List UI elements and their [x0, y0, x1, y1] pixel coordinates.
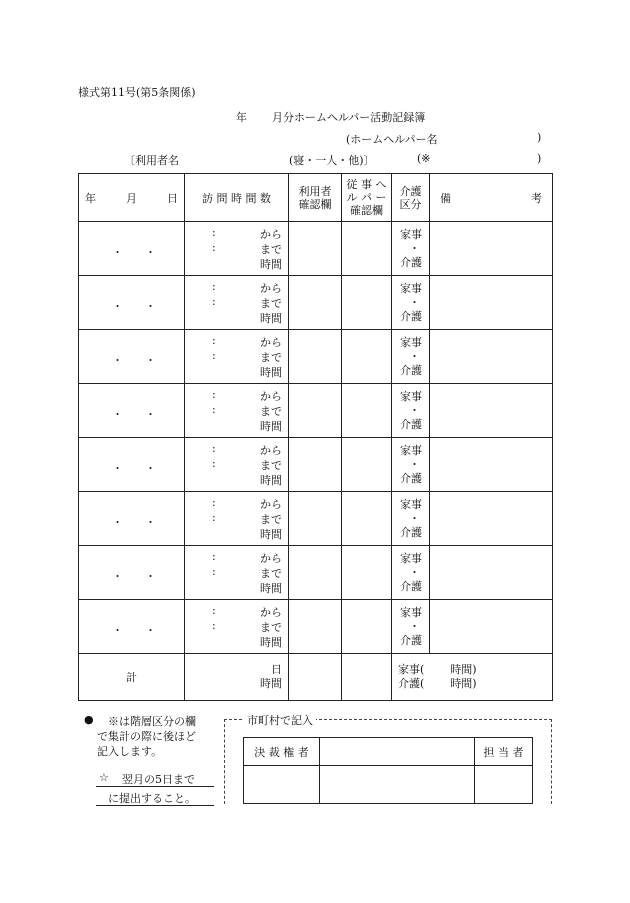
date-dot-1: ・ [112, 300, 123, 313]
time-colon-from: : [212, 226, 216, 239]
remarks-cell[interactable] [430, 222, 553, 276]
bullet-icon: ● [84, 713, 94, 726]
note-1-line-2: で集計の際に後ほど [97, 730, 196, 743]
time-colon-until: : [212, 349, 216, 362]
note-field-close: ) [537, 152, 542, 165]
helper-confirm-cell[interactable] [342, 438, 392, 492]
time-from-label: から [260, 444, 282, 457]
table-row [79, 546, 553, 600]
header-visit-time: 訪 問 時 間 数 [185, 174, 289, 222]
helper-confirm-cell[interactable] [342, 600, 392, 654]
care-type-cell[interactable] [392, 438, 430, 492]
time-colon-until: : [212, 511, 216, 524]
helper-confirm-cell[interactable] [342, 546, 392, 600]
care-type-housework: 家事 [400, 281, 422, 295]
note-2-line-2: に提出すること。 [108, 792, 196, 805]
header-care-type-line1: 介護 [399, 184, 422, 198]
care-type-care: 介護 [400, 471, 422, 485]
time-from-label: から [260, 552, 282, 565]
care-type-care: 介護 [400, 633, 422, 647]
time-colon-until: : [212, 241, 216, 254]
header-remarks-2: 考 [531, 191, 542, 205]
remarks-cell[interactable] [430, 600, 553, 654]
date-dot-1: ・ [112, 354, 123, 367]
date-dot-2: ・ [145, 516, 156, 529]
table-row [79, 222, 553, 276]
care-type-dot: ・ [409, 511, 420, 525]
user-confirm-cell[interactable] [289, 384, 342, 438]
total-care-summary [392, 654, 553, 701]
header-remarks [430, 174, 553, 222]
user-confirm-cell[interactable] [289, 438, 342, 492]
time-from-label: から [260, 336, 282, 349]
time-from-label: から [260, 606, 282, 619]
date-dot-2: ・ [145, 354, 156, 367]
note-2-underline-2 [96, 805, 214, 806]
care-type-care: 介護 [400, 417, 422, 431]
date-cell[interactable] [79, 384, 185, 438]
total-day-unit: 日 [271, 663, 282, 676]
header-helper-confirm-line3: 確認欄 [350, 204, 383, 217]
time-hours-label: 時間 [260, 582, 282, 595]
header-care-type [392, 174, 430, 222]
time-colon-until: : [212, 403, 216, 416]
user-confirm-cell[interactable] [289, 222, 342, 276]
time-hours-label: 時間 [260, 420, 282, 433]
table-row [79, 438, 553, 492]
care-type-care: 介護 [400, 363, 422, 377]
time-until-label: まで [260, 513, 282, 526]
care-type-dot: ・ [409, 295, 420, 309]
approver-stamp-area[interactable] [320, 738, 475, 766]
date-dot-2: ・ [145, 570, 156, 583]
user-confirm-cell[interactable] [289, 276, 342, 330]
helper-confirm-cell[interactable] [342, 276, 392, 330]
time-colon-until: : [212, 457, 216, 470]
date-dot-1: ・ [112, 624, 123, 637]
time-colon-from: : [212, 550, 216, 563]
visit-time-cell[interactable] [185, 276, 289, 330]
time-from-label: から [260, 498, 282, 511]
date-cell[interactable] [79, 600, 185, 654]
date-dot-2: ・ [145, 408, 156, 421]
remarks-cell[interactable] [430, 384, 553, 438]
table-row [79, 276, 553, 330]
time-from-label: から [260, 228, 282, 241]
table-row [79, 492, 553, 546]
staff-label: 担 当 者 [475, 738, 533, 766]
date-dot-1: ・ [112, 462, 123, 475]
care-type-dot: ・ [409, 619, 420, 633]
total-care-hours: 時間) [450, 677, 477, 690]
care-type-housework: 家事 [400, 497, 422, 511]
table-row [79, 600, 553, 654]
header-month: 月 [126, 191, 137, 205]
date-dot-1: ・ [112, 516, 123, 529]
time-until-label: まで [260, 243, 282, 256]
page-title: 月分ホームヘルパー活動記録簿 [272, 111, 426, 124]
care-type-cell[interactable] [392, 222, 430, 276]
header-helper-confirm-line2: ル パ ー [346, 191, 387, 204]
note-1-line-1: ※は階層区分の欄 [108, 715, 196, 728]
time-until-label: まで [260, 405, 282, 418]
care-type-cell[interactable] [392, 384, 430, 438]
note-1-line-3: 記入します。 [97, 745, 163, 758]
form-number: 様式第11号(第5条関係) [78, 86, 196, 99]
date-cell[interactable] [79, 546, 185, 600]
time-colon-until: : [212, 619, 216, 632]
time-colon-from: : [212, 334, 216, 347]
date-dot-1: ・ [112, 408, 123, 421]
time-until-label: まで [260, 297, 282, 310]
note-field-label: (※ [417, 152, 431, 165]
time-colon-from: : [212, 604, 216, 617]
time-colon-from: : [212, 442, 216, 455]
table-row [79, 384, 553, 438]
note-2-line-1: 翌月の5日まで [122, 773, 195, 786]
user-status-options: (寝・一人・他)〕 [289, 154, 375, 167]
time-hours-label: 時間 [260, 528, 282, 541]
remarks-cell[interactable] [430, 438, 553, 492]
title-year: 年 [236, 111, 247, 124]
remarks-cell[interactable] [430, 330, 553, 384]
care-type-housework: 家事 [400, 443, 422, 457]
date-dot-2: ・ [145, 462, 156, 475]
header-date [79, 174, 185, 222]
header-user-confirm-line2: 確認欄 [298, 197, 332, 211]
care-type-cell[interactable] [392, 600, 430, 654]
date-cell[interactable] [79, 438, 185, 492]
visit-time-cell[interactable] [185, 492, 289, 546]
helper-confirm-cell[interactable] [342, 492, 392, 546]
care-type-housework: 家事 [400, 335, 422, 349]
approver-signature-cell[interactable] [244, 766, 320, 804]
visit-time-cell[interactable] [185, 546, 289, 600]
care-type-care: 介護 [400, 309, 422, 323]
helper-confirm-cell[interactable] [342, 330, 392, 384]
helper-name-close: ) [537, 131, 542, 144]
care-type-cell[interactable] [392, 546, 430, 600]
care-type-care: 介護 [400, 525, 422, 539]
care-type-dot: ・ [409, 241, 420, 255]
remarks-cell[interactable] [430, 546, 553, 600]
total-days-hours [185, 654, 289, 701]
note-2-underline-1 [96, 786, 214, 787]
care-type-cell[interactable] [392, 276, 430, 330]
time-colon-from: : [212, 388, 216, 401]
star-icon: ☆ [99, 771, 109, 784]
remarks-cell[interactable] [430, 276, 553, 330]
total-housework-label: 家事( [398, 663, 425, 676]
care-type-housework: 家事 [400, 551, 422, 565]
total-helper-confirm[interactable] [342, 654, 392, 701]
helper-confirm-cell[interactable] [342, 222, 392, 276]
user-confirm-cell[interactable] [289, 330, 342, 384]
date-dot-2: ・ [145, 246, 156, 259]
date-dot-1: ・ [112, 570, 123, 583]
visit-time-cell[interactable] [185, 438, 289, 492]
care-type-dot: ・ [409, 457, 420, 471]
header-helper-confirm [342, 174, 392, 222]
approver-label: 決 裁 権 者 [244, 738, 320, 766]
date-cell[interactable] [79, 330, 185, 384]
header-day: 日 [167, 191, 178, 205]
care-type-dot: ・ [409, 403, 420, 417]
total-housework-hours: 時間) [450, 663, 477, 676]
care-type-dot: ・ [409, 349, 420, 363]
date-cell[interactable] [79, 492, 185, 546]
city-box-label: 市町村で記入 [244, 712, 316, 728]
user-confirm-cell[interactable] [289, 546, 342, 600]
approver-signature-cell-2[interactable] [320, 766, 475, 804]
approval-table [243, 737, 533, 804]
care-type-dot: ・ [409, 565, 420, 579]
visit-time-cell[interactable] [185, 222, 289, 276]
time-colon-until: : [212, 565, 216, 578]
care-type-housework: 家事 [400, 605, 422, 619]
date-cell[interactable] [79, 222, 185, 276]
table-header-row [79, 174, 553, 222]
visit-time-cell[interactable] [185, 384, 289, 438]
visit-time-cell[interactable] [185, 600, 289, 654]
date-cell[interactable] [79, 276, 185, 330]
time-colon-from: : [212, 280, 216, 293]
date-dot-2: ・ [145, 300, 156, 313]
time-from-label: から [260, 390, 282, 403]
care-type-housework: 家事 [400, 227, 422, 241]
header-user-confirm-line1: 利用者 [298, 184, 332, 198]
helper-confirm-cell[interactable] [342, 384, 392, 438]
care-type-cell[interactable] [392, 492, 430, 546]
helper-name-label: (ホームヘルパー名 [346, 133, 438, 146]
table-row [79, 330, 553, 384]
header-care-type-line2: 区分 [399, 197, 422, 211]
care-type-care: 介護 [400, 255, 422, 269]
header-remarks-1: 備 [440, 191, 451, 205]
remarks-cell[interactable] [430, 492, 553, 546]
total-user-confirm[interactable] [289, 654, 342, 701]
care-type-housework: 家事 [400, 389, 422, 403]
care-type-cell[interactable] [392, 330, 430, 384]
time-hours-label: 時間 [260, 312, 282, 325]
total-label: 計 [79, 654, 185, 701]
time-hours-label: 時間 [260, 636, 282, 649]
total-hours-unit: 時間 [260, 677, 282, 690]
time-hours-label: 時間 [260, 366, 282, 379]
time-from-label: から [260, 282, 282, 295]
user-name-label: 〔利用者名 [124, 154, 179, 167]
staff-signature-cell[interactable] [475, 766, 533, 804]
activity-record-table [78, 173, 553, 701]
time-colon-until: : [212, 295, 216, 308]
visit-time-cell[interactable] [185, 330, 289, 384]
time-colon-from: : [212, 496, 216, 509]
total-row [79, 654, 553, 701]
time-until-label: まで [260, 621, 282, 634]
header-helper-confirm-line1: 従 事 へ [346, 178, 387, 191]
header-year: 年 [85, 191, 96, 205]
total-care-label: 介護( [398, 677, 425, 690]
date-dot-2: ・ [145, 624, 156, 637]
care-type-care: 介護 [400, 579, 422, 593]
date-dot-1: ・ [112, 246, 123, 259]
header-user-confirm [289, 174, 342, 222]
time-until-label: まで [260, 567, 282, 580]
time-hours-label: 時間 [260, 258, 282, 271]
time-hours-label: 時間 [260, 474, 282, 487]
user-confirm-cell[interactable] [289, 492, 342, 546]
user-confirm-cell[interactable] [289, 600, 342, 654]
time-until-label: まで [260, 351, 282, 364]
time-until-label: まで [260, 459, 282, 472]
